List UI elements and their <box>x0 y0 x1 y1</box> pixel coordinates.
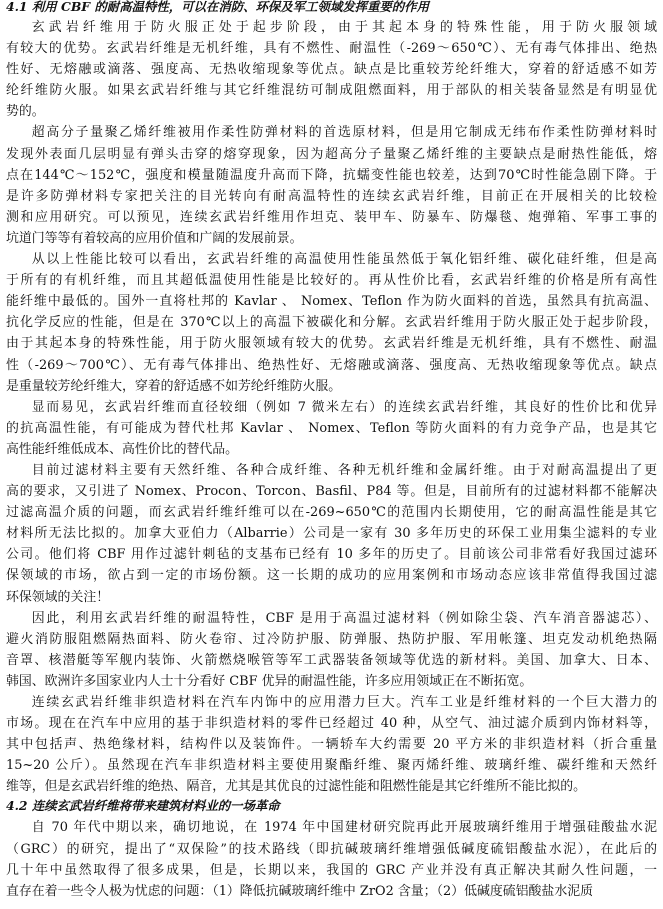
paragraph-line: 高的要求，又引进了 Nomex、Procon、Torcon、Basfil、P84 等。但是，目前所有的过滤材料都不能解决 <box>6 484 657 500</box>
paragraph-line: 测和应用研究。可以预见，连续玄武岩纤维用作坦克、装甲车、防暴车、防爆毯、炮弹箱、军事工事的 <box>6 209 657 225</box>
paragraph-line: 坑道门等等有着较高的应用价值和广阔的发展前景。 <box>6 230 303 246</box>
paragraph <box>6 122 657 249</box>
section-heading-4-1: 4.1 利用 CBF 的耐高温特性，可以在消防、环保及军工领域发挥重要的作用 <box>6 0 429 14</box>
paragraph-line: 维等，但是玄武岩纤维的绝热、隔音，尤其是其优良的过滤性能和阻燃性能是其它纤维所不能比拟的。 <box>6 779 587 795</box>
paragraph-line: 势的。 <box>6 104 45 120</box>
paragraph-line: 由于其起本身的特殊性能，用于防火服领域有较大的优势。玄武岩纤维是无机纤维，具有不燃性、耐温 <box>6 336 657 352</box>
paragraph-line: 性（-269～700℃）、无有毒气体排出、绝热性好、无熔融或滴落、强度高、无热收缩现象等优点。缺点 <box>6 357 657 373</box>
paragraph-line: 的抗高温性能，有可能成为替代杜邦 Kavlar 、 Nomex、Teflon 等防火面料的有力竞争产品，也是其它 <box>6 420 657 436</box>
paragraph <box>6 460 657 608</box>
paragraph-line: 因此，利用玄武岩纤维的耐温特性，CBF 是用于高温过滤材料（例如除尘袋、汽车消音器滤芯）、 <box>31 610 657 626</box>
paragraph-line: 材料所无法比拟的。加拿大亚伯力（Albarrie）公司是一家有 30 多年历史的环保工业用集尘滤料的专业 <box>6 526 657 542</box>
paragraph-line: 显而易见，玄武岩纤维而直径较细（例如 7 微米左右）的连续玄武岩纤维，其良好的性价比和优异 <box>31 399 657 415</box>
paragraph-line: 几十年中虽然取得了很多成果，但是，长期以来，我国的 GRC 产业并没有真正解决其耐久性问题，一 <box>6 862 657 878</box>
paragraph-line: 公司。他们将 CBF 用作过滤针刺毡的支基布已经有 10 多年的历史了。目前该公司非常看好我国过滤环 <box>6 547 657 563</box>
paragraph-line: 保领域的市场，欲占到一定的市场份额。这一长期的成功的应用案例和市场动态应该非常值得我国过滤 <box>6 568 657 584</box>
paragraph-line: 能纤维中最低的。国外一直将杜邦的 Kavlar 、 Nomex、Teflon 作为防火面料的首选，虽然具有抗高温、 <box>6 294 657 310</box>
paragraph-line: 超高分子量聚乙烯纤维被用作柔性防弹材料的首选原材料，但是用它制成无纬布作柔性防弹材料时 <box>31 125 657 141</box>
paragraph-line: 有较大的优势。玄武岩纤维是无机纤维，具有不燃性、耐温性（-269～650℃）、无有毒气体排出、绝热 <box>6 41 657 57</box>
paragraph-line: 性好、无熔融或滴落、强度高、无热收缩现象等优点。缺点是比重较芳纶纤维大，穿着的舒适感不如芳 <box>6 62 657 78</box>
paragraph <box>6 397 657 460</box>
paragraph <box>6 692 657 797</box>
paragraph <box>6 17 657 122</box>
paragraph <box>6 817 657 901</box>
paragraph-line: 是重量较芳纶纤维大，穿着的舒适感不如芳纶纤维防火服。 <box>6 378 342 394</box>
paragraph-line: 直存在着一些令人极为忧虑的问题：（1）降低抗碱玻璃纤维中 ZrO2 含量；（2）低碱度硫铝酸盐水泥质 <box>6 883 593 899</box>
paragraph-line: 高性能纤维低成本、高性价比的替代品。 <box>6 441 239 457</box>
paragraph-line: 自 70 年代中期以来，确切地说，在 1974 年中国建材研究院再此开展玻璃纤维用于增强硅酸盐水泥 <box>31 820 657 836</box>
paragraph-line: 过滤高温介质的问题，而玄武岩纤维纤维可以在-269~650℃的范围内长期使用，它的耐高温性能是其它 <box>6 505 657 521</box>
paragraph-line: 纶纤维防火服。如果玄武岩纤维与其它纤维混纺可制成阻燃面料，用于部队的相关装备显然是有明显优 <box>6 83 657 99</box>
paragraph-line: 玄武岩纤维用于防火服正处于起步阶段，由于其起本身的特殊性能，用于防火服领域 <box>31 20 657 35</box>
section-4-2-body <box>6 817 657 901</box>
paragraph-line: 是许多防弹材料专家把关注的目光转向有耐高温特性的连续玄武岩纤维，目前正在开展相关的比较检 <box>6 188 657 204</box>
paragraph-line: 避火消防服阻燃隔热面料、防火卷帘、过冷防护服、防弹服、热防护服、军用帐篷、坦克发动机绝热隔 <box>6 631 657 647</box>
paragraph-line: 从以上性能比较可以看出，玄武岩纤维的高温使用性能虽然低于氧化铝纤维、碳化硅纤维，但是高 <box>31 252 657 268</box>
paragraph-line: 15~20 公斤）。虽然现在汽车非织造材料主要使用聚酯纤维、聚丙烯纤维、玻璃纤维、碳纤维和天然纤 <box>6 758 657 774</box>
paragraph-line: 市场。现在在汽车中应用的基于非织造材料的零件已经超过 40 种，从空气、油过滤介质到内饰材料等， <box>6 716 657 732</box>
paragraph <box>6 608 657 692</box>
paragraph <box>6 249 657 397</box>
paragraph-line: 目前过滤材料主要有天然纤维、各种合成纤维、各种无机纤维和金属纤维。由于对耐高温提出了更 <box>31 462 657 478</box>
paragraph-line: 于所有的有机纤维，而且其超低温使用性能是比较好的。再从性价比看，玄武岩纤维的价格是所有高性 <box>6 273 657 289</box>
paragraph-line: 环保领域的关注！ <box>6 589 110 605</box>
paragraph-line: 其中包括声、热绝缘材料，结构件以及装饰件。一辆轿车大约需要 20 平方米的非织造材料（折合重量 <box>6 737 657 753</box>
section-4-1-body <box>6 17 657 797</box>
section-heading-4-2: 4.2 连续玄武岩纤维将带来建筑材料业的一场革命 <box>6 798 280 814</box>
paragraph-line: 音罩、核潜艇等军舰内装饰、火箭燃烧喉管等军工武器装备领域等优选的新材料。美国、加拿大、日本、 <box>6 652 657 668</box>
paragraph-line: 连续玄武岩纤维非织造材料在汽车内饰中的应用潜力巨大。汽车工业是纤维材料的一个巨大潜力的 <box>31 695 657 710</box>
paragraph-line: 发现外表面几层明显有弹头击穿的熔穿现象，因为超高分子量聚乙烯纤维的主要缺点是耐热性能低，熔 <box>6 146 657 162</box>
paragraph-line: 抗化学反应的性能，但是在 370℃以上的高温下被碳化和分解。玄武岩纤维用于防火服正处于起步阶段， <box>6 315 657 331</box>
paragraph-line: （GRC）的研究，提出了“双保险”的技术路线（即抗碱玻璃纤维增强低碱度硫铝酸盐水泥），在此后的 <box>6 841 657 857</box>
paragraph-line: 韩国、欧洲许多国家业内人士十分看好 CBF 优异的耐温性能，许多应用领域正在不断拓宽。 <box>6 673 533 689</box>
paragraph-line: 点在144℃～152℃，强度和模量随温度升高而下降，抗蠕变性能也较差，达到70℃时性能急剧下降。于 <box>6 167 657 183</box>
